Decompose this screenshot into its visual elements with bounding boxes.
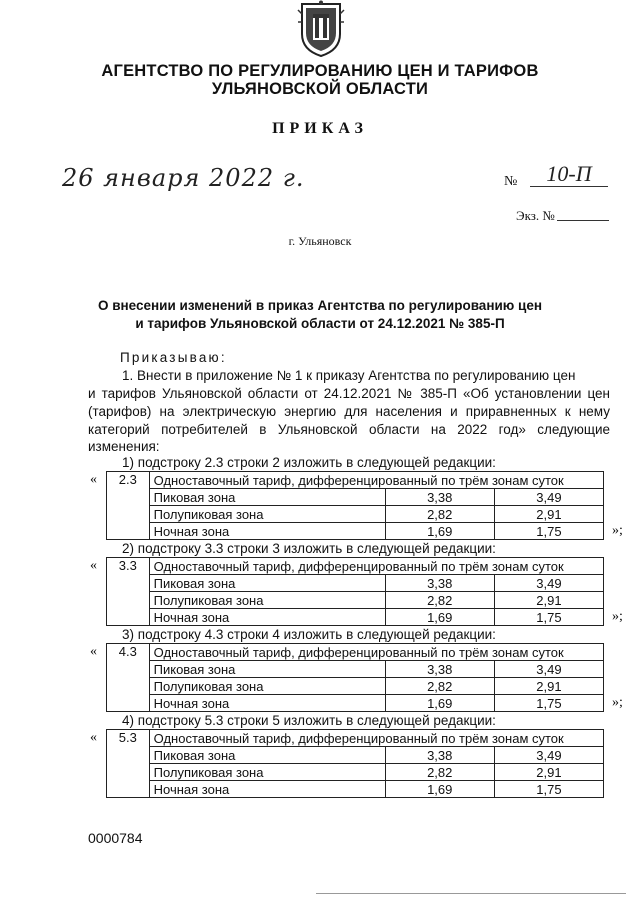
tariff-value: 2,91 (494, 764, 603, 781)
handwritten-order-number: 10-П (530, 162, 608, 187)
agency-name-line2: УЛЬЯНОВСКОЙ ОБЛАСТИ (211, 80, 429, 98)
tariff-value: 2,91 (494, 592, 603, 609)
table-row (107, 472, 604, 489)
copy-number-label: Экз. № (516, 208, 555, 223)
subrow-code: 5.3 (107, 730, 150, 798)
tariff-value: 2,82 (385, 764, 494, 781)
zone-label: Пиковая зона (149, 575, 385, 592)
agency-name-line1: АГЕНТСТВО ПО РЕГУЛИРОВАНИЮ ЦЕН И ТАРИФОВ (101, 62, 539, 80)
opening-quote: « (90, 644, 97, 659)
tariff-value: 3,38 (385, 661, 494, 678)
bottom-divider (316, 893, 626, 894)
subrow-code: 4.3 (107, 644, 150, 712)
table-row (107, 575, 604, 592)
subrow-code: 2.3 (107, 472, 150, 540)
paragraph1-line2: и тарифов Ульяновской области от 24.12.2021 № 385-П «Об установлении цен (88, 386, 610, 401)
tariff-value: 3,38 (385, 747, 494, 764)
tariff-table (106, 729, 604, 798)
opening-quote: « (90, 472, 97, 487)
orders-heading: Приказываю: (120, 350, 227, 365)
tariff-header: Одноставочный тариф, дифференцированный по трём зонам суток (149, 730, 603, 747)
closing-quote: »; (612, 695, 623, 710)
tariff-value: 1,69 (385, 609, 494, 626)
tariff-value: 3,49 (494, 661, 603, 678)
table-row (107, 764, 604, 781)
zone-label: Полупиковая зона (149, 506, 385, 523)
zone-label: Пиковая зона (149, 489, 385, 506)
table-row (107, 678, 604, 695)
tariff-header: Одноставочный тариф, дифференцированный по трём зонам суток (149, 558, 603, 575)
table-row (107, 609, 604, 626)
tariff-value: 2,91 (494, 506, 603, 523)
subrow-code: 3.3 (107, 558, 150, 626)
document-footer-code: 0000784 (88, 830, 143, 846)
subject-line1: О внесении изменений в приказ Агентства по регулированию цен (97, 298, 543, 313)
tariff-value: 2,82 (385, 592, 494, 609)
zone-label: Полупиковая зона (149, 678, 385, 695)
tariff-value: 3,49 (494, 575, 603, 592)
tariff-value: 1,75 (494, 523, 603, 540)
table-row (107, 695, 604, 712)
tariff-value: 2,82 (385, 506, 494, 523)
zone-label: Ночная зона (149, 609, 385, 626)
closing-quote: »; (612, 609, 623, 624)
tariff-value: 3,49 (494, 489, 603, 506)
zone-label: Пиковая зона (149, 661, 385, 678)
tariff-header: Одноставочный тариф, дифференцированный по трём зонам суток (149, 644, 603, 661)
tariff-value: 1,69 (385, 695, 494, 712)
subsection-title: 2) подстроку 3.3 строки 3 изложить в следующей редакции: (122, 541, 496, 556)
tariff-table (106, 643, 604, 712)
tariff-header: Одноставочный тариф, дифференцированный по трём зонам суток (149, 472, 603, 489)
subsection-title: 4) подстроку 5.3 строки 5 изложить в следующей редакции: (122, 713, 496, 728)
zone-label: Ночная зона (149, 523, 385, 540)
tariff-value: 1,75 (494, 695, 603, 712)
table-row (107, 523, 604, 540)
zone-label: Ночная зона (149, 695, 385, 712)
table-row (107, 747, 604, 764)
opening-quote: « (90, 730, 97, 745)
zone-label: Ночная зона (149, 781, 385, 798)
zone-label: Полупиковая зона (149, 592, 385, 609)
paragraph1-line5: изменения: (88, 439, 160, 454)
paragraph1-line1: 1. Внести в приложение № 1 к приказу Агентства по регулированию цен (122, 368, 576, 383)
subject-line2: и тарифов Ульяновской области от 24.12.2021 № 385-П (135, 316, 505, 331)
copy-number-blank-line (557, 220, 609, 221)
tariff-value: 3,38 (385, 489, 494, 506)
table-row (107, 781, 604, 798)
tariff-value: 3,49 (494, 747, 603, 764)
subsection-title: 1) подстроку 2.3 строки 2 изложить в следующей редакции: (122, 455, 496, 470)
tariff-value: 2,91 (494, 678, 603, 695)
table-row (107, 661, 604, 678)
paragraph1-line3: (тарифов) на электрическую энергию для населения и приравненных к нему (88, 404, 610, 419)
table-row (107, 506, 604, 523)
subsection-title: 3) подстроку 4.3 строки 4 изложить в следующей редакции: (122, 627, 496, 642)
closing-quote: »; (612, 523, 623, 538)
tariff-table (106, 557, 604, 626)
coat-of-arms-emblem (296, 0, 346, 58)
zone-label: Пиковая зона (149, 747, 385, 764)
tariff-value: 2,82 (385, 678, 494, 695)
tariff-value: 1,69 (385, 781, 494, 798)
document-type-title: ПРИКАЗ (272, 120, 368, 137)
tariff-value: 3,38 (385, 575, 494, 592)
opening-quote: « (90, 558, 97, 573)
handwritten-date: 26 января 2022 г. (62, 164, 305, 192)
table-row (107, 489, 604, 506)
paragraph1-line4: категорий потребителей в Ульяновской области на 2022 год» следующие (88, 422, 610, 437)
tariff-value: 1,75 (494, 781, 603, 798)
table-row (107, 558, 604, 575)
tariff-value: 1,75 (494, 609, 603, 626)
tariff-value: 1,69 (385, 523, 494, 540)
number-label: № (504, 174, 518, 189)
zone-label: Полупиковая зона (149, 764, 385, 781)
city-name: г. Ульяновск (288, 234, 352, 248)
tariff-table (106, 471, 604, 540)
table-row (107, 592, 604, 609)
table-row (107, 730, 604, 747)
table-row (107, 644, 604, 661)
